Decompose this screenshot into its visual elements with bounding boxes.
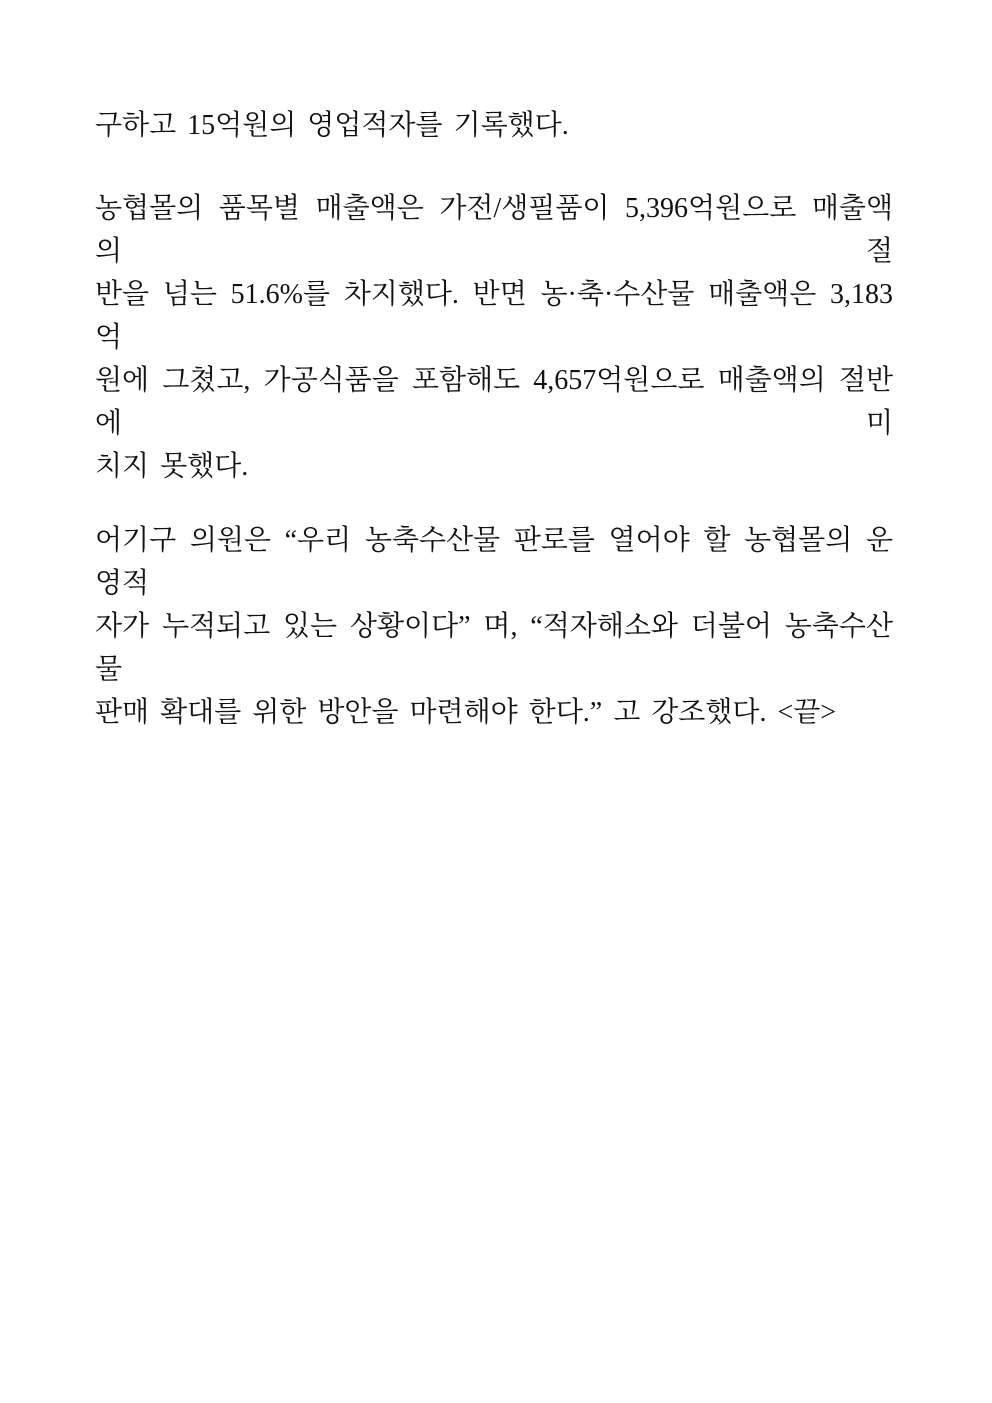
text-line: 치지 못했다. <box>95 451 249 482</box>
text-line: 판매 확대를 위한 방안을 마련해야 한다.” 고 강조했다. <끝> <box>95 697 837 728</box>
text-line: 구하고 15억원의 영업적자를 기록했다. <box>95 110 569 141</box>
text-line: 자가 누적되고 있는 상황이다” 며, “적자해소와 더불어 농축수산물 <box>95 611 893 685</box>
text-line: 농협몰의 품목별 매출액은 가전/생필품이 5,396억원으로 매출액의 절 <box>95 193 893 267</box>
text-line: 원에 그쳤고, 가공식품을 포함해도 4,657억원으로 매출액의 절반에 미 <box>95 365 893 439</box>
document-page <box>95 104 893 734</box>
paragraph-3 <box>95 519 893 734</box>
paragraph-1 <box>95 104 893 147</box>
paragraph-2 <box>95 187 893 488</box>
text-line: 어기구 의원은 “우리 농축수산물 판로를 열어야 할 농협몰의 운영적 <box>95 525 893 599</box>
text-line: 반을 넘는 51.6%를 차지했다. 반면 농·축·수산물 매출액은 3,183억 <box>95 279 893 353</box>
